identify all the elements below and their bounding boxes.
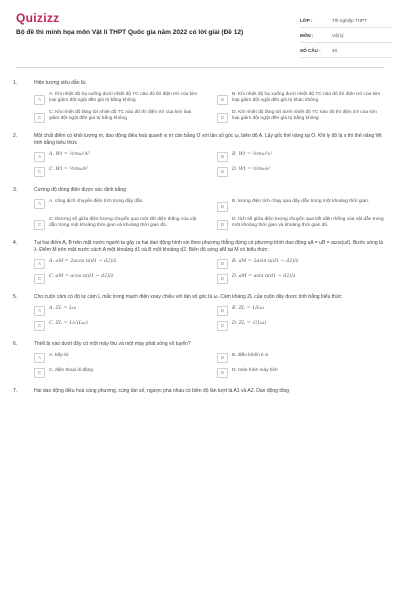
answer-options [34,199,384,230]
option-letter: D [217,167,228,177]
question-text: Cường độ dòng điện được xác định bằng [34,187,126,193]
answer-option[interactable] [217,92,384,105]
answer-options [34,92,384,123]
meta-row-subject [300,28,392,43]
option-text: B. aM = 2asin π(d1 − d2)/λ [232,259,299,264]
meta-label: MÔN : [300,32,314,38]
option-letter: A [34,353,45,363]
meta-value: Vật lý [332,32,344,38]
option-letter: B [217,259,228,269]
option-text: D. ZL = √(Lω) [232,321,267,326]
answer-option[interactable] [34,217,201,230]
option-letter: B [217,353,228,363]
option-text: A. ZL = Lω [49,306,77,311]
question-text: Một chất điểm có khối lượng m, dao động điều hoà quanh vị trí cân bằng O với tần số góc ω, biên độ A. Lấy gốc thế năng tại O. Khi ly độ là x thì thế năng Wt tính bằng biểu thức [34,133,382,146]
option-letter: C [34,167,45,177]
option-text: B. lượng điện tích chạy qua dây dẫn trong một khoảng thời gian. [232,199,370,204]
header-divider [16,67,384,68]
option-text: D. Wt = ½mωx² [232,167,271,172]
option-text: D. màn hình máy tính [232,368,278,373]
option-text: B. Khi nhiệt độ hạ xuống dưới nhiệt độ TC nào đó thì điện trở của kim loại giảm đột ngột đến giá trị khác không [232,92,381,104]
question [0,341,400,378]
meta-table [300,13,392,58]
option-letter: D [217,321,228,331]
option-letter: A [34,152,45,162]
option-letter: A [34,95,45,105]
answer-option[interactable] [34,321,201,331]
meta-value: Tốt nghiệp THPT [332,17,367,23]
page-header [0,0,400,62]
question-number: 2. [13,133,18,139]
option-text: D. Khi nhiệt độ tăng tới dưới nhiệt độ TC nào đó thì điện trở của kim loại giảm đột ngột đến giá trị bằng không [232,110,377,122]
question-text: Tại hai điểm A, B trên mặt nước người ta gây ra hai dao động hình sin theo phương thẳng đứng có phương trình dao động uA = uB = acos(ωt). Bước sóng là λ. Điểm M trên mặt nước cách A một khoảng d1 và B một khoảng d2. Biên độ sóng aM tại M có biểu thức: [34,240,383,253]
option-text: D. aM = asin π(d1 − d2)/λ [232,274,296,279]
question [0,388,400,395]
option-letter: B [217,306,228,316]
option-letter: A [34,259,45,269]
option-text: A. công dịch chuyển điện tích trong dây dẫn. [49,199,144,204]
question-text: Hai dao động điều hoà cùng phương, cùng tần số, ngược pha nhau có biên độ lần lượt là A1 và A2. Dao động tổng [34,388,290,394]
option-text: C. ZL = 1/√(Lω) [49,321,88,326]
question [0,80,400,123]
answer-option[interactable] [34,259,201,269]
option-letter: C [34,113,45,123]
answer-option[interactable] [217,110,384,123]
question-list [0,80,400,405]
option-text: B. ZL = 1/Lω [232,306,264,311]
answer-options [34,306,384,331]
question-number: 7. [13,388,18,394]
meta-label: SỐ CÂU : [300,47,321,53]
option-text: C. thương số giữa điện lượng chuyển qua một tiết diện thẳng của vật dẫn trong một khoảng thời gian và khoảng thời gian đó. [49,217,197,229]
question-text: Thiết bị nào dưới đây có một máy thu và một máy phát sóng vô tuyến? [34,341,191,347]
answer-options [34,152,384,177]
option-letter: D [217,113,228,123]
question-number: 4. [13,240,18,246]
meta-row-count [300,43,392,58]
option-letter: D [217,220,228,230]
option-text: D. tích số giữa điện lượng chuyển qua tiết diện thẳng của vật dẫn trong một khoảng thời gian và khoảng thời gian đó. [232,217,384,229]
answer-option[interactable] [34,110,201,123]
option-text: C. Wt = ½mωA² [49,167,88,172]
option-text: C. Khi nhiệt độ tăng tới nhiệt độ TC nào đó thì điện trở của kim loại giảm đột ngột đến giá trị bằng không [49,110,192,122]
answer-option[interactable] [217,306,384,316]
option-letter: C [34,368,45,378]
answer-option[interactable] [217,217,384,230]
option-text: B. điều khiển ti vi [232,353,269,358]
answer-options [34,353,384,378]
option-text: A. Khi nhiệt độ hạ xuống dưới nhiệt độ TC nào đó thì điện trở của kim loại giảm đột ngột đến giá trị bằng không [49,92,198,104]
answer-option[interactable] [217,152,384,162]
answer-option[interactable] [217,259,384,269]
option-letter: C [34,321,45,331]
answer-option[interactable] [34,167,201,177]
quizizz-logo: Quizizz [16,11,60,25]
answer-option[interactable] [217,274,384,284]
option-text: A. aM = 2acos π(d1 − d2)/λ [49,259,117,264]
option-letter: B [217,202,228,212]
question-number: 1. [13,80,18,86]
answer-option[interactable] [34,152,201,162]
question-text: Hiện tượng siêu dẫn là: [34,80,87,86]
question [0,240,400,284]
option-text: C. điện thoại di động [49,368,94,373]
answer-option[interactable] [34,92,201,105]
question [0,133,400,177]
answer-option[interactable] [217,368,384,378]
option-letter: D [217,368,228,378]
answer-option[interactable] [34,353,201,363]
option-letter: A [34,199,45,209]
option-text: A. Wt = ½mω²A² [49,152,90,157]
answer-options [34,259,384,284]
option-letter: D [217,274,228,284]
meta-label: LỚP : [300,17,313,23]
option-letter: C [34,274,45,284]
option-letter: C [34,220,45,230]
question-number: 5. [13,294,18,300]
answer-option[interactable] [34,368,201,378]
meta-value: 40 [332,47,338,53]
answer-option[interactable] [217,167,384,177]
question [0,294,400,331]
option-letter: B [217,95,228,105]
answer-option[interactable] [34,274,201,284]
answer-option[interactable] [34,306,201,316]
question-number: 3. [13,187,18,193]
answer-option[interactable] [217,321,384,331]
answer-option[interactable] [217,199,384,212]
option-text: A. bếp từ [49,353,69,358]
option-letter: A [34,306,45,316]
answer-option[interactable] [34,199,201,212]
option-letter: B [217,152,228,162]
document-title: Bộ đề thi minh họa môn Vật lí THPT Quốc gia năm 2022 có lời giải (Đề 12) [16,29,244,36]
answer-option[interactable] [217,353,384,363]
meta-row-class [300,13,392,28]
question-number: 6. [13,341,18,347]
question-text: Cho cuộn cảm có độ tự cảm L mắc trong mạch điện xoay chiều với tần số góc là ω. Cảm kháng ZL của cuộn dây được tính bằng biểu thức [34,294,342,300]
question [0,187,400,230]
option-text: C. aM = acos π(d1 − d2)/λ [49,274,114,279]
option-text: B. Wt = ½mω²x² [232,152,273,157]
